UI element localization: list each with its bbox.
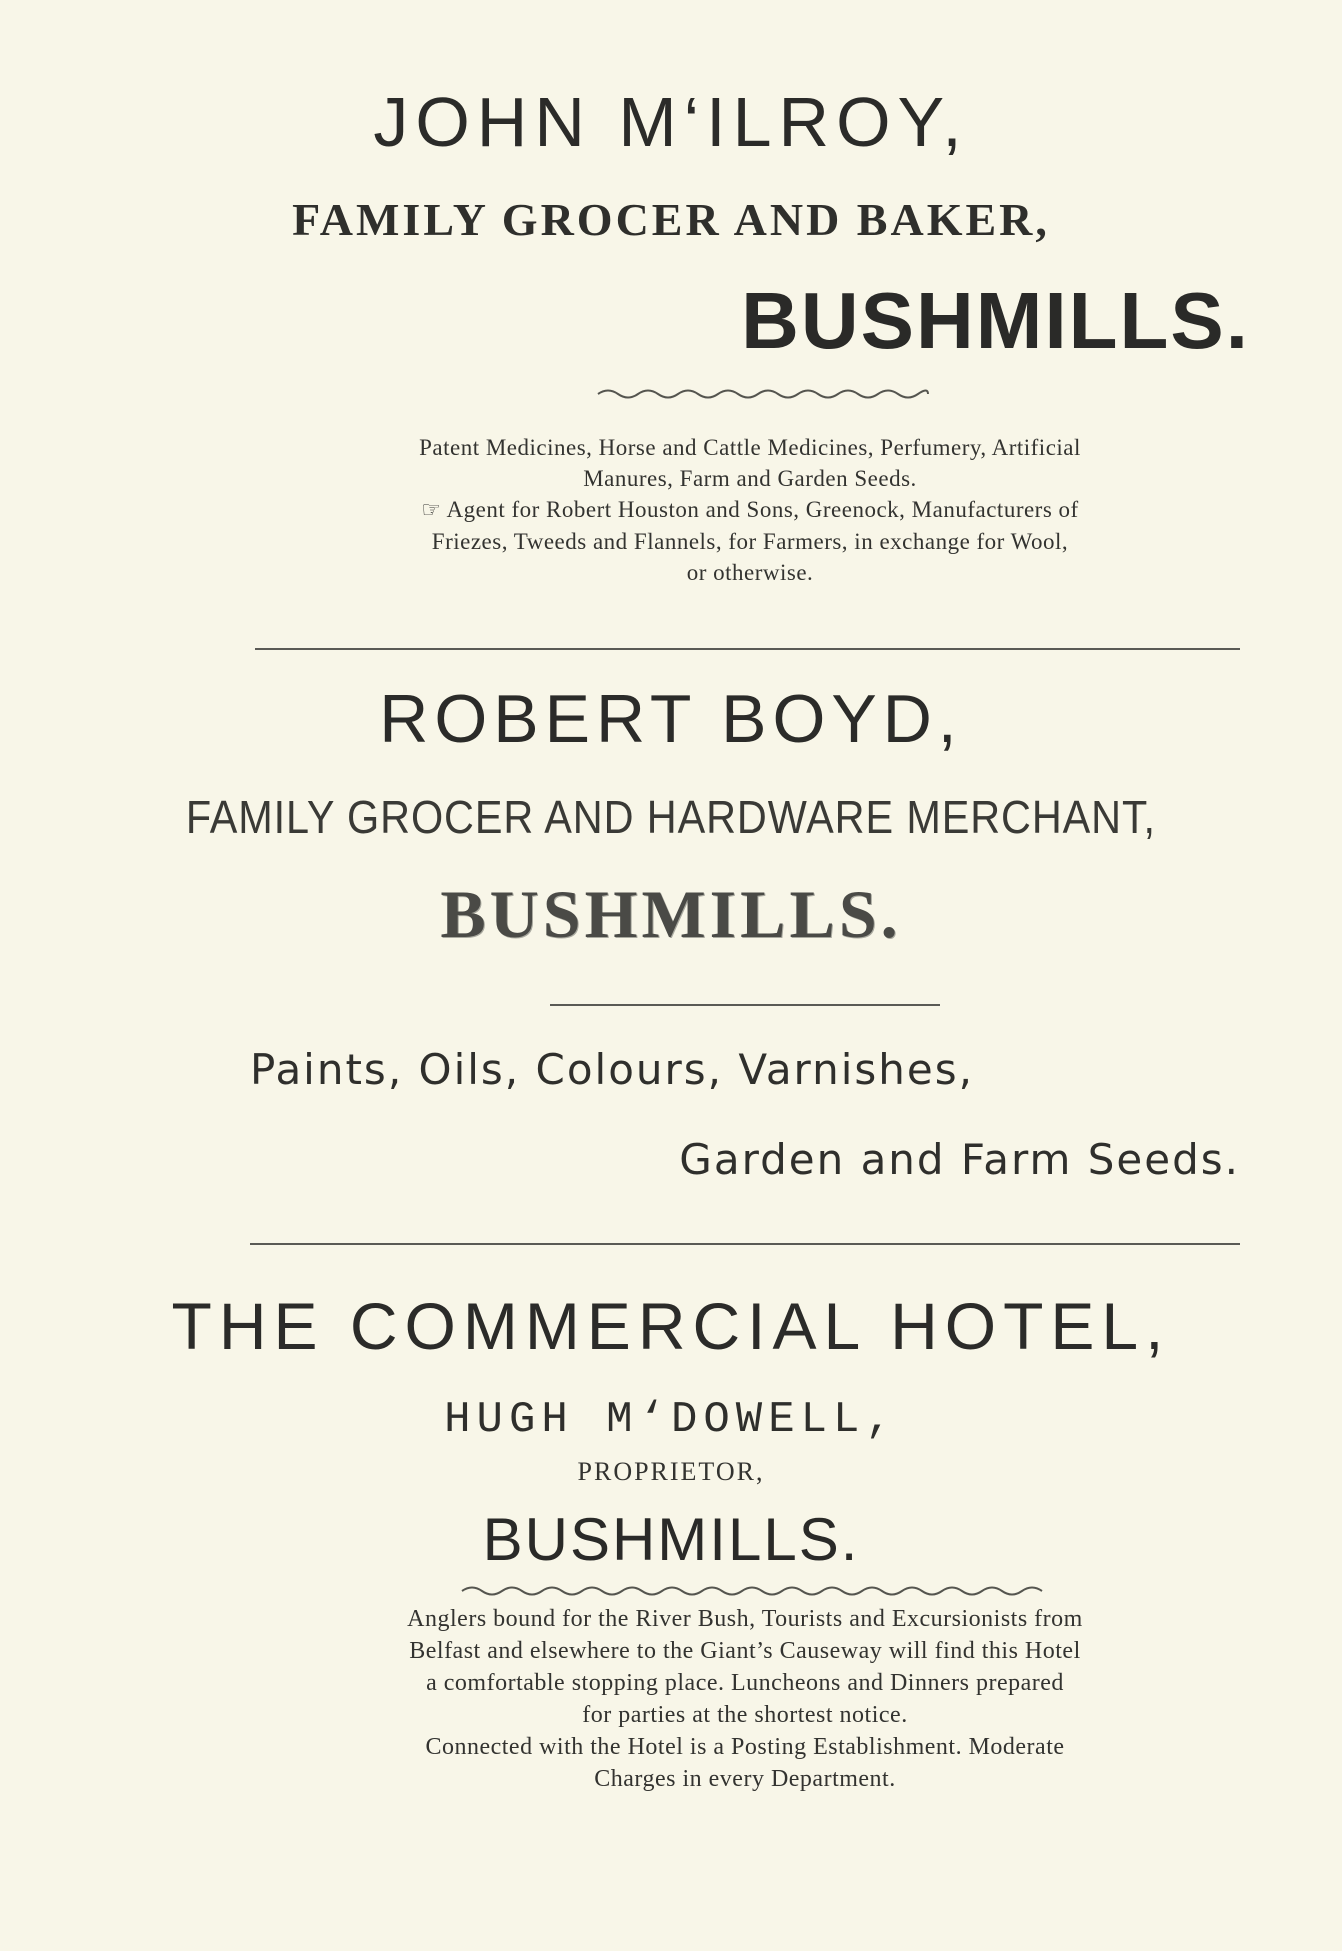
ad3-town: BUSHMILLS. [482,1506,860,1573]
ad2-trade: FAMILY GROCER AND HARDWARE MERCHANT, [185,791,1156,843]
ad3-role: PROPRIETOR, [577,1457,765,1486]
ad3-line: Connected with the Hotel is a Posting Establishment. Moderate [425,1734,1065,1760]
ad3-name: THE COMMERCIAL HOTEL, [171,1289,1171,1363]
ad1-agent-line [240,494,1260,526]
ad2-town: BUSHMILLS. [440,876,902,952]
pointing-hand-icon: ☞ [421,498,442,523]
ad1-line: Agent for Robert Houston and Sons, Greenock, Manufacturers of [446,497,1079,522]
ad1-line: Friezes, Tweeds and Flannels, for Farmers, in exchange for Wool, [431,529,1069,554]
ad2-name: ROBERT BOYD, [379,681,963,757]
ad3-description [230,1603,1260,1795]
ad1-line: Patent Medicines, Horse and Cattle Medicines, Perfumery, Artificial [419,435,1081,460]
ornament-squiggle-2 [462,1583,1042,1599]
ad2-goods-line: Paints, Oils, Colours, Varnishes, [250,1045,974,1094]
ad1-name: JOHN M‘ILROY, [373,83,969,161]
ornament-squiggle-1 [598,386,928,402]
ad1-town: BUSHMILLS. [741,276,1250,365]
ad1-line: or otherwise. [686,560,814,585]
ad3-line: a comfortable stopping place. Luncheons and Dinners prepared [426,1670,1064,1696]
ad1-description [240,432,1260,588]
ad3-line: Charges in every Department. [594,1766,896,1792]
ad3-owner: HUGH M‘DOWELL, [444,1395,898,1445]
ad3-line: for parties at the shortest notice. [582,1702,908,1728]
ad1-trade: FAMILY GROCER AND BAKER, [292,194,1050,245]
ad2-goods-line: Garden and Farm Seeds. [679,1135,1240,1184]
divider-rule [250,1243,1240,1245]
ad3-line: Anglers bound for the River Bush, Tourists and Excursionists from [407,1606,1083,1632]
ad3-line: Belfast and elsewhere to the Giant’s Causeway will find this Hotel [409,1638,1081,1664]
divider-rule [255,648,1240,650]
ad1-line: Manures, Farm and Garden Seeds. [583,466,917,491]
divider-rule [550,1004,940,1006]
